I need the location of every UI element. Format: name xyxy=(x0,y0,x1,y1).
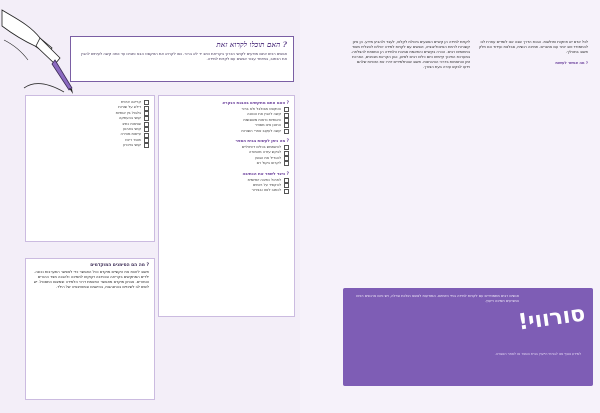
checklist-item[interactable]: להגדיל את הגופן xyxy=(164,156,289,161)
highlight-text: אנשים רבים מתמודדים עם לקויות למידה בחיי היומיום. המודעות לנושא הולכת וגדלה, ויש כיום ארגונים רבים המציעים תמיכה וייעוץ. xyxy=(356,294,519,304)
highlight-subtext: למידע נוסף פנו לגורמי הייעוץ בבית הספר או לאתר האגודה. xyxy=(494,352,581,356)
checklist-item[interactable]: לבקש עזרה מהמורה xyxy=(164,150,289,155)
writing-hand-illustration xyxy=(0,0,80,95)
checklist-item[interactable]: התוכן אינו מסודר xyxy=(164,123,289,128)
highlight-box xyxy=(343,288,593,386)
checkbox-icon[interactable] xyxy=(284,189,289,194)
checklist-item[interactable]: שגיאות כתיב xyxy=(31,122,149,127)
checklist-item[interactable]: קשה לעקוב אחרי השורות xyxy=(164,129,289,134)
checklist-item[interactable]: קושי בארגון xyxy=(31,127,149,132)
checklist-section-3 xyxy=(159,171,294,194)
checkbox-icon[interactable] xyxy=(284,113,289,118)
checkbox-icon[interactable] xyxy=(284,129,289,134)
right-column-2-body: לכל אדם יש חוזקות וחולשות. הבנת הדרך שבה אנו לומדים עוזרת לנו להתמודד טוב יותר עם אתגרים. תמיכה רגשית, סבלנות ועידוד הם חלק חשוב בתהליך. xyxy=(478,40,588,55)
checkbox-icon[interactable] xyxy=(144,122,149,127)
checkbox-icon[interactable] xyxy=(284,118,289,123)
handwriting-sample-box xyxy=(70,36,294,82)
right-column-1: לקויות למידה הן קשיים הפוגעים ביכולת לקלוט, לעבד ולהביע מידע. הן אינן קשורות לרמת האינטליגנציה, ואנשים עם לקויות למידה יכולים להצליח מאוד בתחומים רבים. הכרה בקשיים והתאמת סביבת הלמידה הן המפתח להצלחה. במערכת החינוך קיימים כיום כלים רבים לסיוע, כגון הקראת מבחנים, הארכת זמן והתאמות בדרכי ההיבחנות. חשוב שהתלמידים יכירו את הזכויות שלהם וידעו לבקש עזרה בעת הצורך. xyxy=(351,40,470,70)
checklist-item[interactable]: חוסר ריכוז xyxy=(31,138,149,143)
section-title: ? האם אתם מתקשים בהבנת הנקרא xyxy=(222,100,289,105)
checkbox-icon[interactable] xyxy=(284,123,289,128)
handwriting-intro: אנשים רבים אינם מודעים לקושי הכרוך בקריאת כתב יד לא ברור. נסו לקרוא את הטקסט הבא ותבינו עד כמה קשה לעיתים להבין את הכתוב, במיוחד עבור אנשים עם לקויות למידה. xyxy=(81,51,287,62)
checklist-item[interactable]: עייפות מהירה xyxy=(31,132,149,137)
checkbox-icon[interactable] xyxy=(144,127,149,132)
checkbox-icon[interactable] xyxy=(284,145,289,150)
right-column-2-heading: ? מה אפשר לעשות xyxy=(555,61,588,66)
checklist-item[interactable]: הטקסט מבולבל ולא ברור xyxy=(164,107,289,112)
checkbox-icon[interactable] xyxy=(144,100,149,105)
checkbox-icon[interactable] xyxy=(284,183,289,188)
right-column-2 xyxy=(476,40,588,288)
section-title: ? כיצד לשפר את הכתיבה xyxy=(242,170,289,176)
checklist-section-2 xyxy=(159,138,294,167)
checklist-item[interactable]: קריאה איטית xyxy=(31,100,149,105)
checkbox-icon[interactable] xyxy=(284,156,289,161)
tip-heading: ? מה הם הסימנים המוקדמים xyxy=(90,263,149,268)
checklist-item[interactable]: קושי בהעתקה xyxy=(31,116,149,121)
checkbox-icon[interactable] xyxy=(144,143,149,148)
checkbox-icon[interactable] xyxy=(284,107,289,112)
checkbox-icon[interactable] xyxy=(144,106,149,111)
checklist-item[interactable]: להקפיד על רווחים xyxy=(164,183,289,188)
checklist-item[interactable]: בלבול בין אותיות xyxy=(31,111,149,116)
tip-box xyxy=(25,258,155,400)
checkbox-icon[interactable] xyxy=(144,138,149,143)
checklist-section-1 xyxy=(159,100,294,134)
highlight-title: !סורווי xyxy=(516,301,587,336)
checkbox-icon[interactable] xyxy=(284,178,289,183)
checklist-middle xyxy=(158,95,295,317)
checklist-left xyxy=(25,95,155,242)
checkbox-icon[interactable] xyxy=(284,161,289,166)
checklist-item[interactable]: קושי בזיכרון xyxy=(31,143,149,148)
checklist-item[interactable]: לכתוב לאט ובבירור xyxy=(164,188,289,193)
tip-body: חשוב לזהות את הקשיים מוקדם ככל האפשר כדי לאפשר התערבות נכונה. ילדים המתקשים בקריאה ובכתיבה זקוקים לתמיכה ולהבנה מצד ההורים והמורים. אבחון מוקדם מאפשר התאמת דרכי הלמידה וצמצום התסכול. יש לשים לב לשינויים בהתנהגות, בהישגים ובמוטיבציה של הילד. xyxy=(33,270,149,290)
checkbox-icon[interactable] xyxy=(144,116,149,121)
checklist-item[interactable]: קשה להבין את הכוונה xyxy=(164,112,289,117)
handwriting-title: ? האם תוכלו לקרוא זאת xyxy=(216,40,287,49)
checkbox-icon[interactable] xyxy=(144,133,149,138)
checkbox-icon[interactable] xyxy=(144,111,149,116)
checklist-item[interactable]: להשתמש בכלים דיגיטליים xyxy=(164,145,289,150)
section-title: ? מה ניתן לעשות בבית הספר xyxy=(235,138,289,144)
checklist-item[interactable]: האותיות נראות משובשות xyxy=(164,118,289,123)
checkbox-icon[interactable] xyxy=(284,151,289,156)
checklist-item[interactable]: דילוג על שורות xyxy=(31,105,149,110)
checklist-item[interactable]: לקרוא בקול רם xyxy=(164,161,289,166)
checklist-item[interactable]: לתרגל כתיבה יומיומית xyxy=(164,178,289,183)
